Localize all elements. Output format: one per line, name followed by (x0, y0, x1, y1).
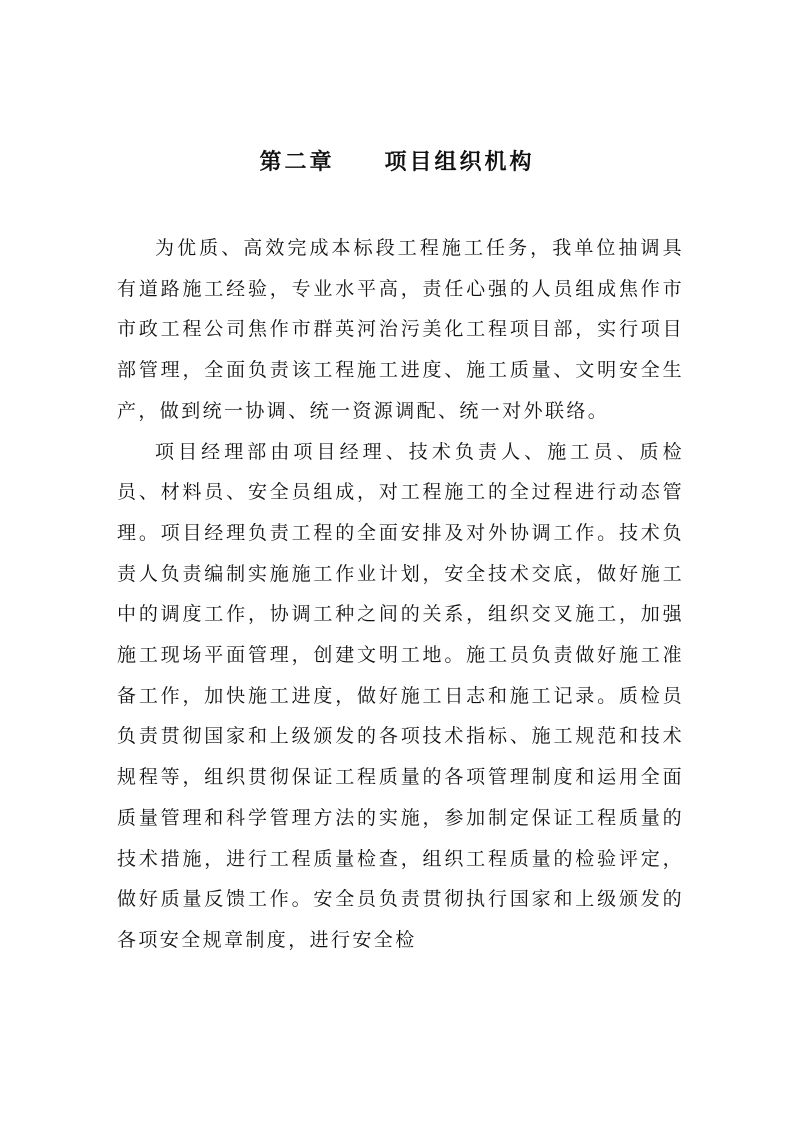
document-body (117, 228, 684, 961)
paragraph-intro: 为优质、高效完成本标段工程施工任务，我单位抽调具有道路施工经验，专业水平高，责任心强的人员组成焦作市市政工程公司焦作市群英河治污美化工程项目部，实行项目部管理，全面负责该工程施工进度、施工质量、文明安全生产，做到统一协调、统一资源调配、统一对外联络。 (117, 237, 684, 422)
chapter-heading (0, 145, 794, 179)
paragraph-roles: 项目经理部由项目经理、技术负责人、施工员、质检员、材料员、安全员组成，对工程施工的全过程进行动态管理。项目经理负责工程的全面安排及对外协调工作。技术负责人负责编制实施施工作业计划，安全技术交底，做好施工中的调度工作，协调工种之间的关系，组织交叉施工，加强施工现场平面管理，创建文明工地。施工员负责做好施工准备工作，加快施工进度，做好施工日志和施工记录。质检员负责贯彻国家和上级颁发的各项技术指标、施工规范和技术规程等，组织贯彻保证工程质量的各项管理制度和运用全面质量管理和科学管理方法的实施，参加制定保证工程质量的技术措施，进行工程质量检查，组织工程质量的检验评定，做好质量反馈工作。安全员负责贯彻执行国家和上级颁发的各项安全规章制度，进行安全检 (117, 440, 684, 951)
chapter-number: 第二章 (259, 149, 335, 175)
chapter-title: 项目组织机构 (384, 149, 535, 175)
